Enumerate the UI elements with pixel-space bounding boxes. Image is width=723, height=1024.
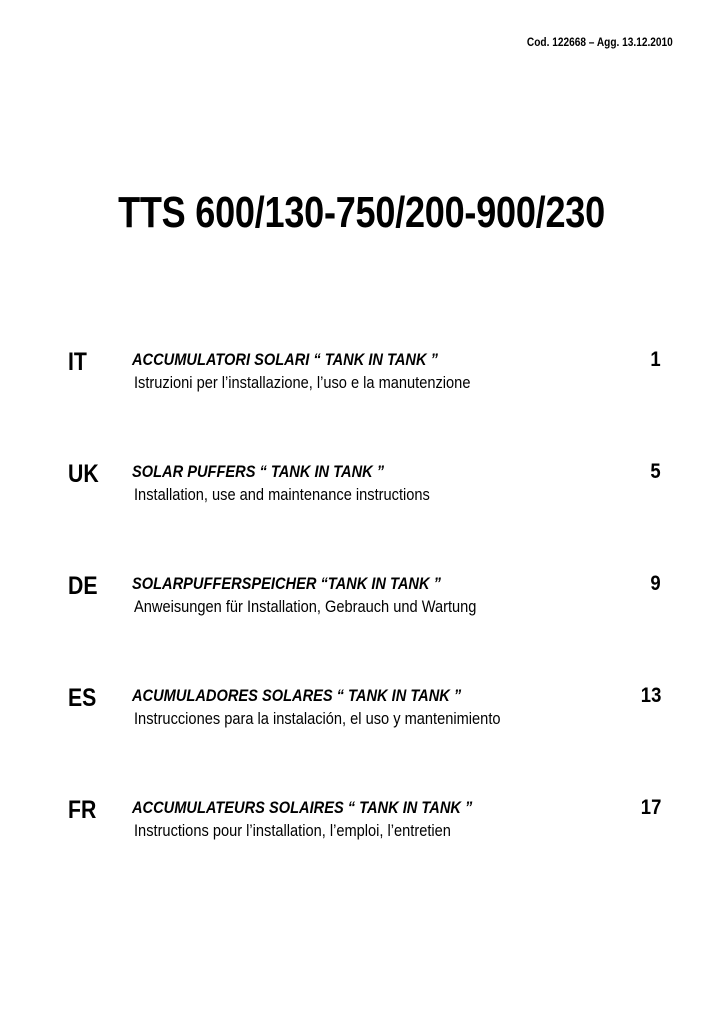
section-heading: ACUMULADORES SOLARES “ TANK IN TANK ” [132,686,462,705]
section-subtitle: Installation, use and maintenance instructions [134,485,430,504]
toc-entry-fr[interactable] [0,796,723,856]
language-code: FR [68,796,97,824]
section-subtitle: Anweisungen für Installation, Gebrauch und Wartung [134,597,477,616]
section-heading: SOLARPUFFERSPEICHER “TANK IN TANK ” [132,574,441,593]
toc-entry-es[interactable] [0,684,723,744]
section-heading: ACCUMULATORI SOLARI “ TANK IN TANK ” [132,350,438,369]
language-code: DE [68,572,98,600]
section-heading: ACCUMULATEURS SOLAIRES “ TANK IN TANK ” [132,798,473,817]
page-number: 5 [650,460,661,483]
section-heading: SOLAR PUFFERS “ TANK IN TANK ” [132,462,385,481]
toc-entry-de[interactable] [0,572,723,632]
page-number: 13 [640,684,661,707]
document-title: TTS 600/130-750/200-900/230 [118,188,605,237]
document-code: Cod. 122668 – Agg. 13.12.2010 [527,37,673,49]
page-number: 9 [650,572,661,595]
language-code: IT [68,348,87,376]
toc-entry-it[interactable] [0,348,723,408]
section-subtitle: Istruzioni per l’installazione, l’uso e la manutenzione [134,373,471,392]
page-number: 1 [650,348,661,371]
page-number: 17 [640,796,661,819]
language-code: UK [68,460,99,488]
toc-entry-uk[interactable] [0,460,723,520]
section-subtitle: Instructions pour l’installation, l’emploi, l’entretien [134,821,451,840]
section-subtitle: Instrucciones para la instalación, el uso y mantenimiento [134,709,501,728]
language-code: ES [68,684,97,712]
